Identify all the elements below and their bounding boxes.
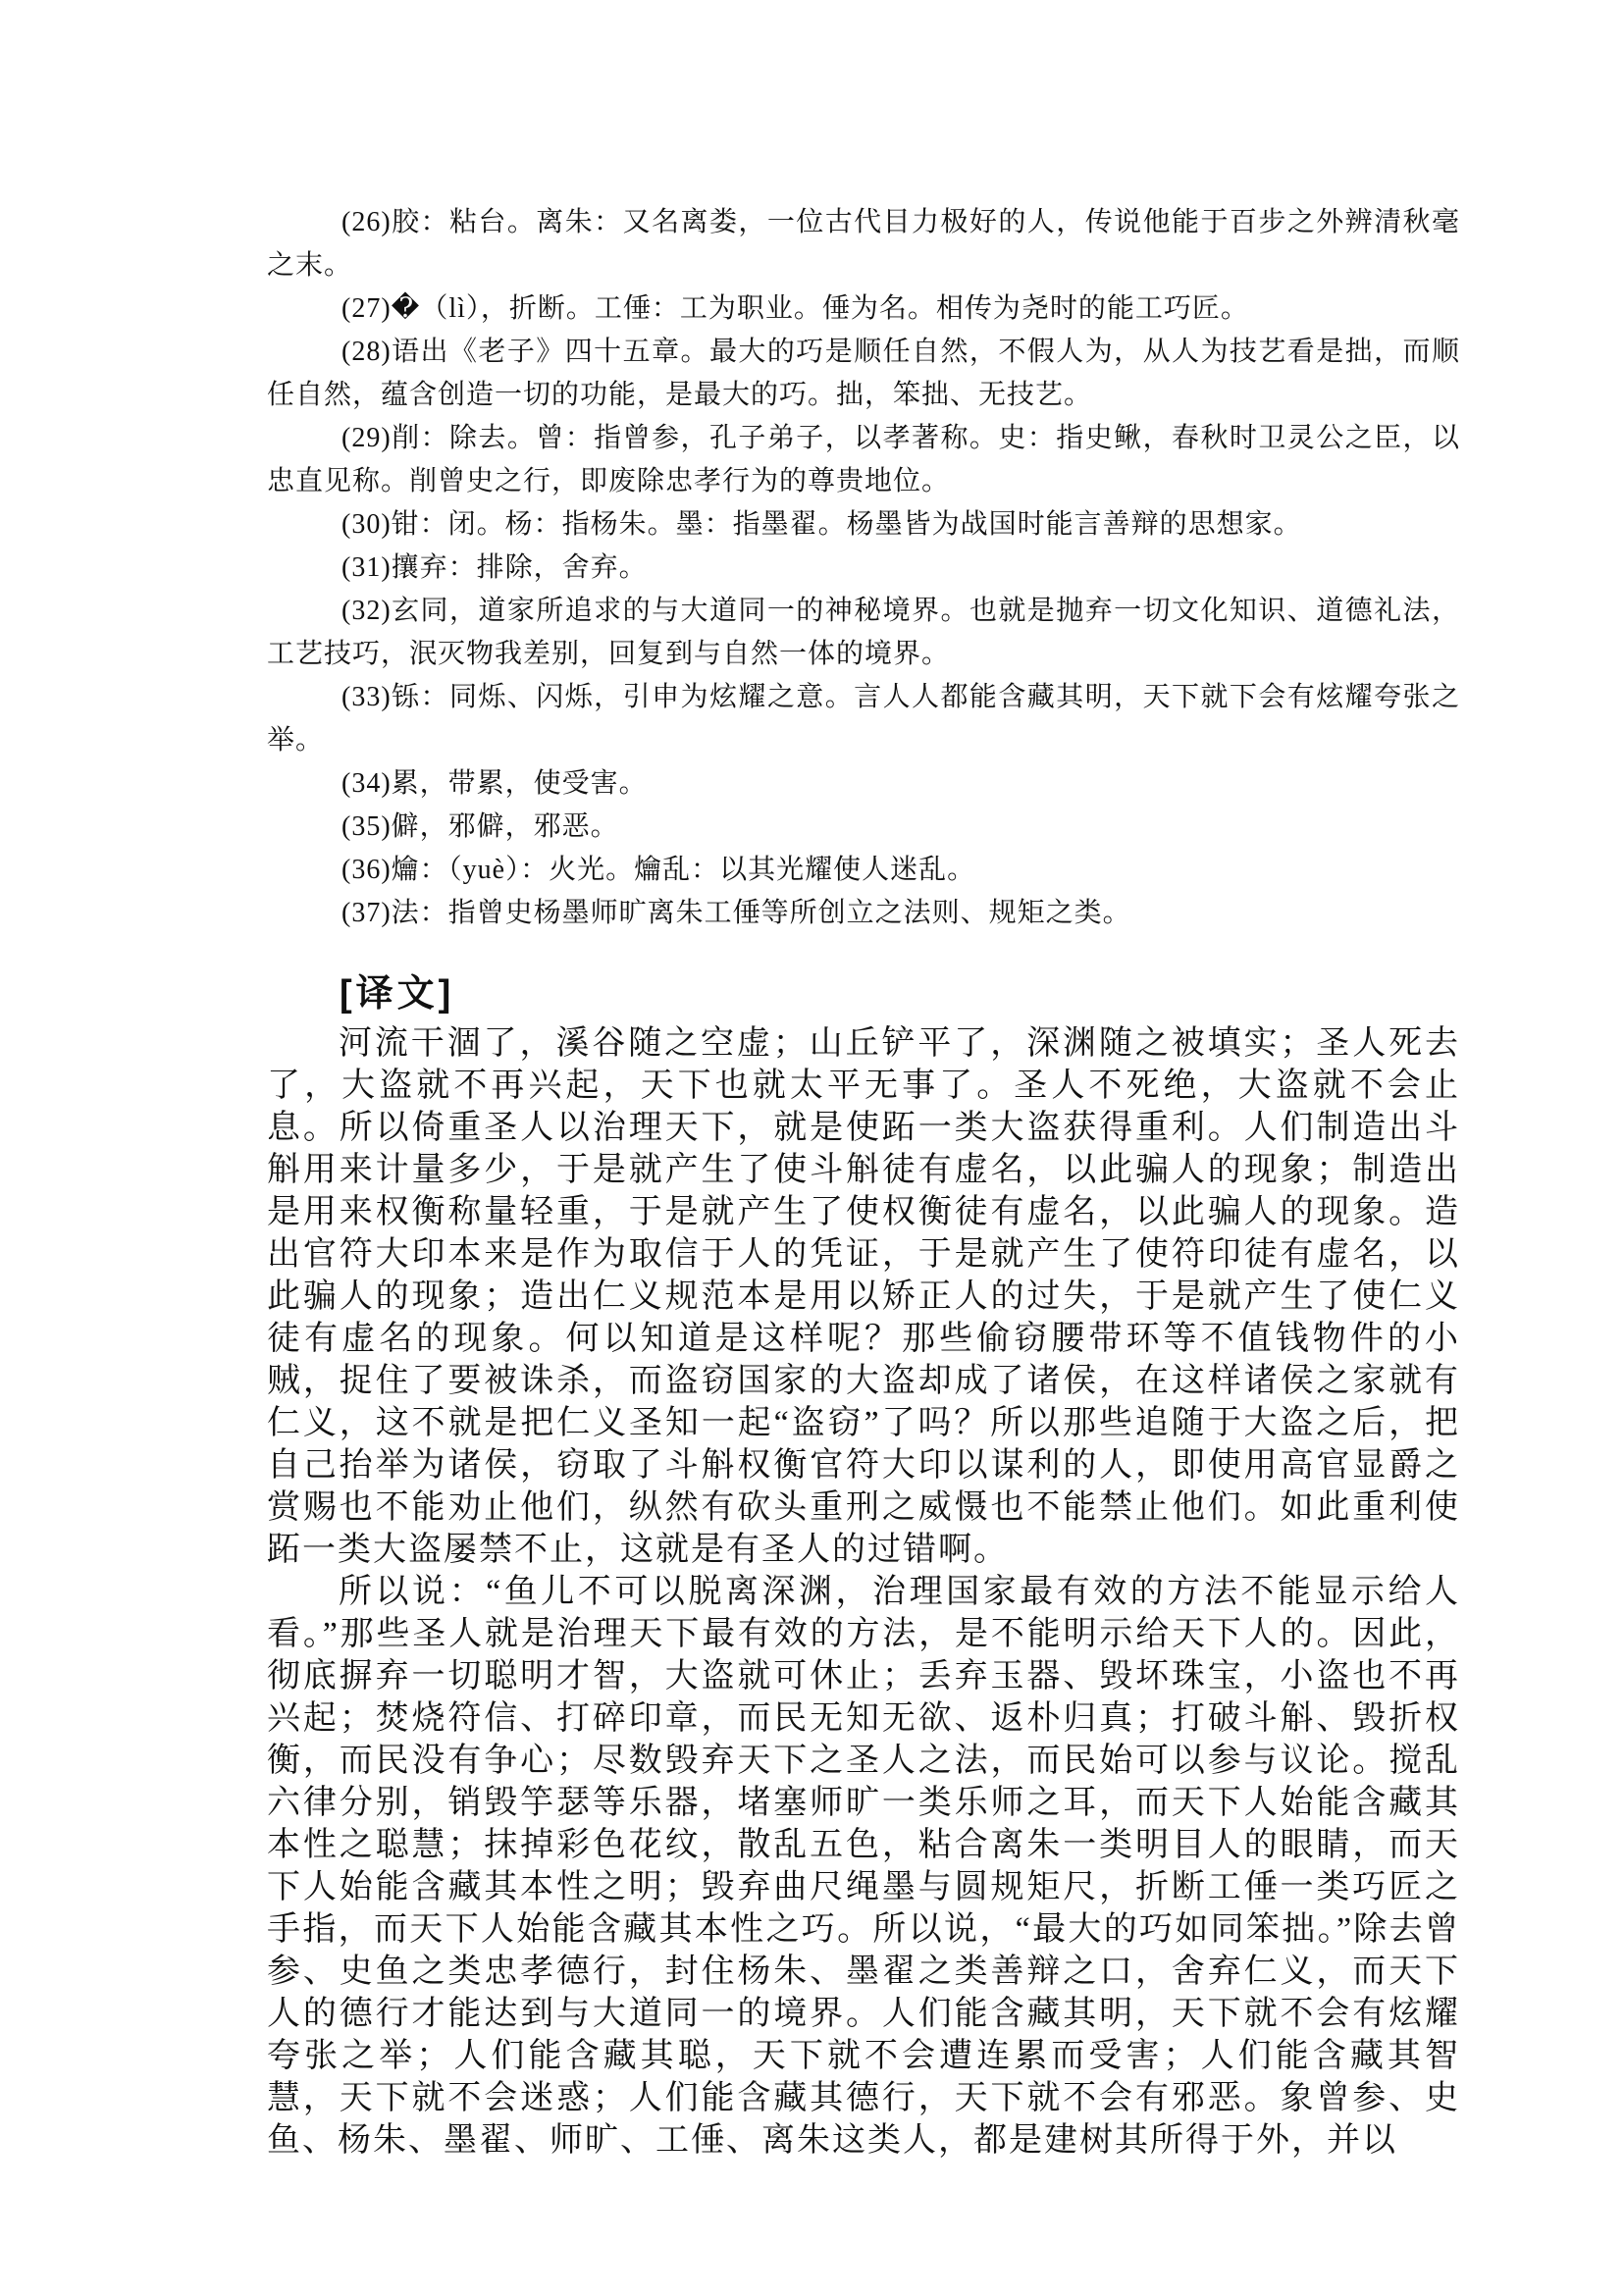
translation-section [267,1022,1460,2162]
annotation-34: (34)累，带累，使受害。 [341,768,648,799]
annotations-section [267,201,1460,935]
annotation-35: (35)僻，邪僻，邪恶。 [341,811,619,842]
translation-paragraph-2: 所以说：“鱼儿不可以脱离深渊，治理国家最有效的方法不能显示给人看。”那些圣人就是治理天下最有效的方法，是不能明示给天下人的。因此，彻底摒弃一切聪明才智，大盗就可休止；丢弃玉器、毁坏珠宝，小盗也不再兴起；焚烧符信、打碎印章，而民无知无欲、返朴归真；打破斗斛、毁折权衡，而民没有争心；尽数毁弃天下之圣人之法，而民始可以参与议论。搅乱六律分别，销毁竽瑟等乐器，堵塞师旷一类乐师之耳，而天下人始能含藏其本性之聪慧；抹掉彩色花纹，散乱五色，粘合离朱一类明目人的眼睛，而天下人始能含藏其本性之明；毁弃曲尺绳墨与圆规矩尺，折断工倕一类巧匠之手指，而天下人始能含藏其本性之巧。所以说，“最大的巧如同笨拙。”除去曾参、史鱼之类忠孝德行，封住杨朱、墨翟之类善辩之口，舍弃仁义，而天下人的德行才能达到与大道同一的境界。人们能含藏其明，天下就不会有炫耀夸张之举；人们能含藏其聪，天下就不会遭连累而受害；人们能含藏其智慧，天下就不会迷惑；人们能含藏其德行，天下就不会有邪恶。象曾参、史鱼、杨朱、墨翟、师旷、工倕、离朱这类人，都是建树其所得于外，并以 [267,1574,1460,2159]
annotation-29: (29)削：除去。曾：指曾参，孔子弟子，以孝著称。史：指史鳅，春秋时卫灵公之臣，以忠直见称。削曾史之行，即废除忠孝行为的尊贵地位。 [267,423,1460,496]
annotation-28: (28)语出《老子》四十五章。最大的巧是顺任自然，不假人为，从人为技艺看是拙，而顺任自然，蕴含创造一切的功能，是最大的巧。拙，笨拙、无技艺。 [267,337,1460,410]
annotation-33: (33)铄：同烁、闪烁，引申为炫耀之意。言人人都能含藏其明，天下就下会有炫耀夸张之举。 [267,682,1460,756]
annotation-31: (31)攘弃：排除，舍弃。 [341,552,648,583]
annotation-30: (30)钳：闭。杨：指杨朱。墨：指墨翟。杨墨皆为战国时能言善辩的思想家。 [341,509,1302,540]
annotation-37: (37)法：指曾史杨墨师旷离朱工倕等所创立之法则、规矩之类。 [341,898,1131,928]
annotation-36: (36)爚：（yuè）：火光。爚乱：以其光耀使人迷乱。 [341,855,976,885]
annotation-27: (27)�（lì），折断。工倕：工为职业。倕为名。相传为尧时的能工巧匠。 [341,293,1249,324]
translation-section-header: [译文] [340,973,455,1015]
annotation-26: (26)胶：粘台。离朱：又名离娄，一位古代目力极好的人，传说他能于百步之外辨清秋毫之末。 [267,207,1460,281]
translation-paragraph-1: 河流干涸了，溪谷随之空虚；山丘铲平了，深渊随之被填实；圣人死去了，大盗就不再兴起，天下也就太平无事了。圣人不死绝，大盗就不会止息。所以倚重圣人以治理天下，就是使跖一类大盗获得重利。人们制造出斗斛用来计量多少，于是就产生了使斗斛徒有虚名，以此骗人的现象；制造出是用来权衡称量轻重，于是就产生了使权衡徒有虚名，以此骗人的现象。造出官符大印本来是作为取信于人的凭证，于是就产生了使符印徒有虚名，以此骗人的现象；造出仁义规范本是用以矫正人的过失，于是就产生了使仁义徒有虚名的现象。何以知道是这样呢？那些偷窃腰带环等不值钱物件的小贼，捉住了要被诛杀，而盗窃国家的大盗却成了诸侯，在这样诸侯之家就有仁义，这不就是把仁义圣知一起“盗窃”了吗？所以那些追随于大盗之后，把自己抬举为诸侯，窃取了斗斛权衡官符大印以谋利的人，即使用高官显爵之赏赐也不能劝止他们，纵然有砍头重刑之威慑也不能禁止他们。如此重利使跖一类大盗屡禁不止，这就是有圣人的过错啊。 [267,1025,1460,1568]
annotation-32: (32)玄同，道家所追求的与大道同一的神秘境界。也就是抛弃一切文化知识、道德礼法，工艺技巧，泯灭物我差别，回复到与自然一体的境界。 [267,596,1460,669]
